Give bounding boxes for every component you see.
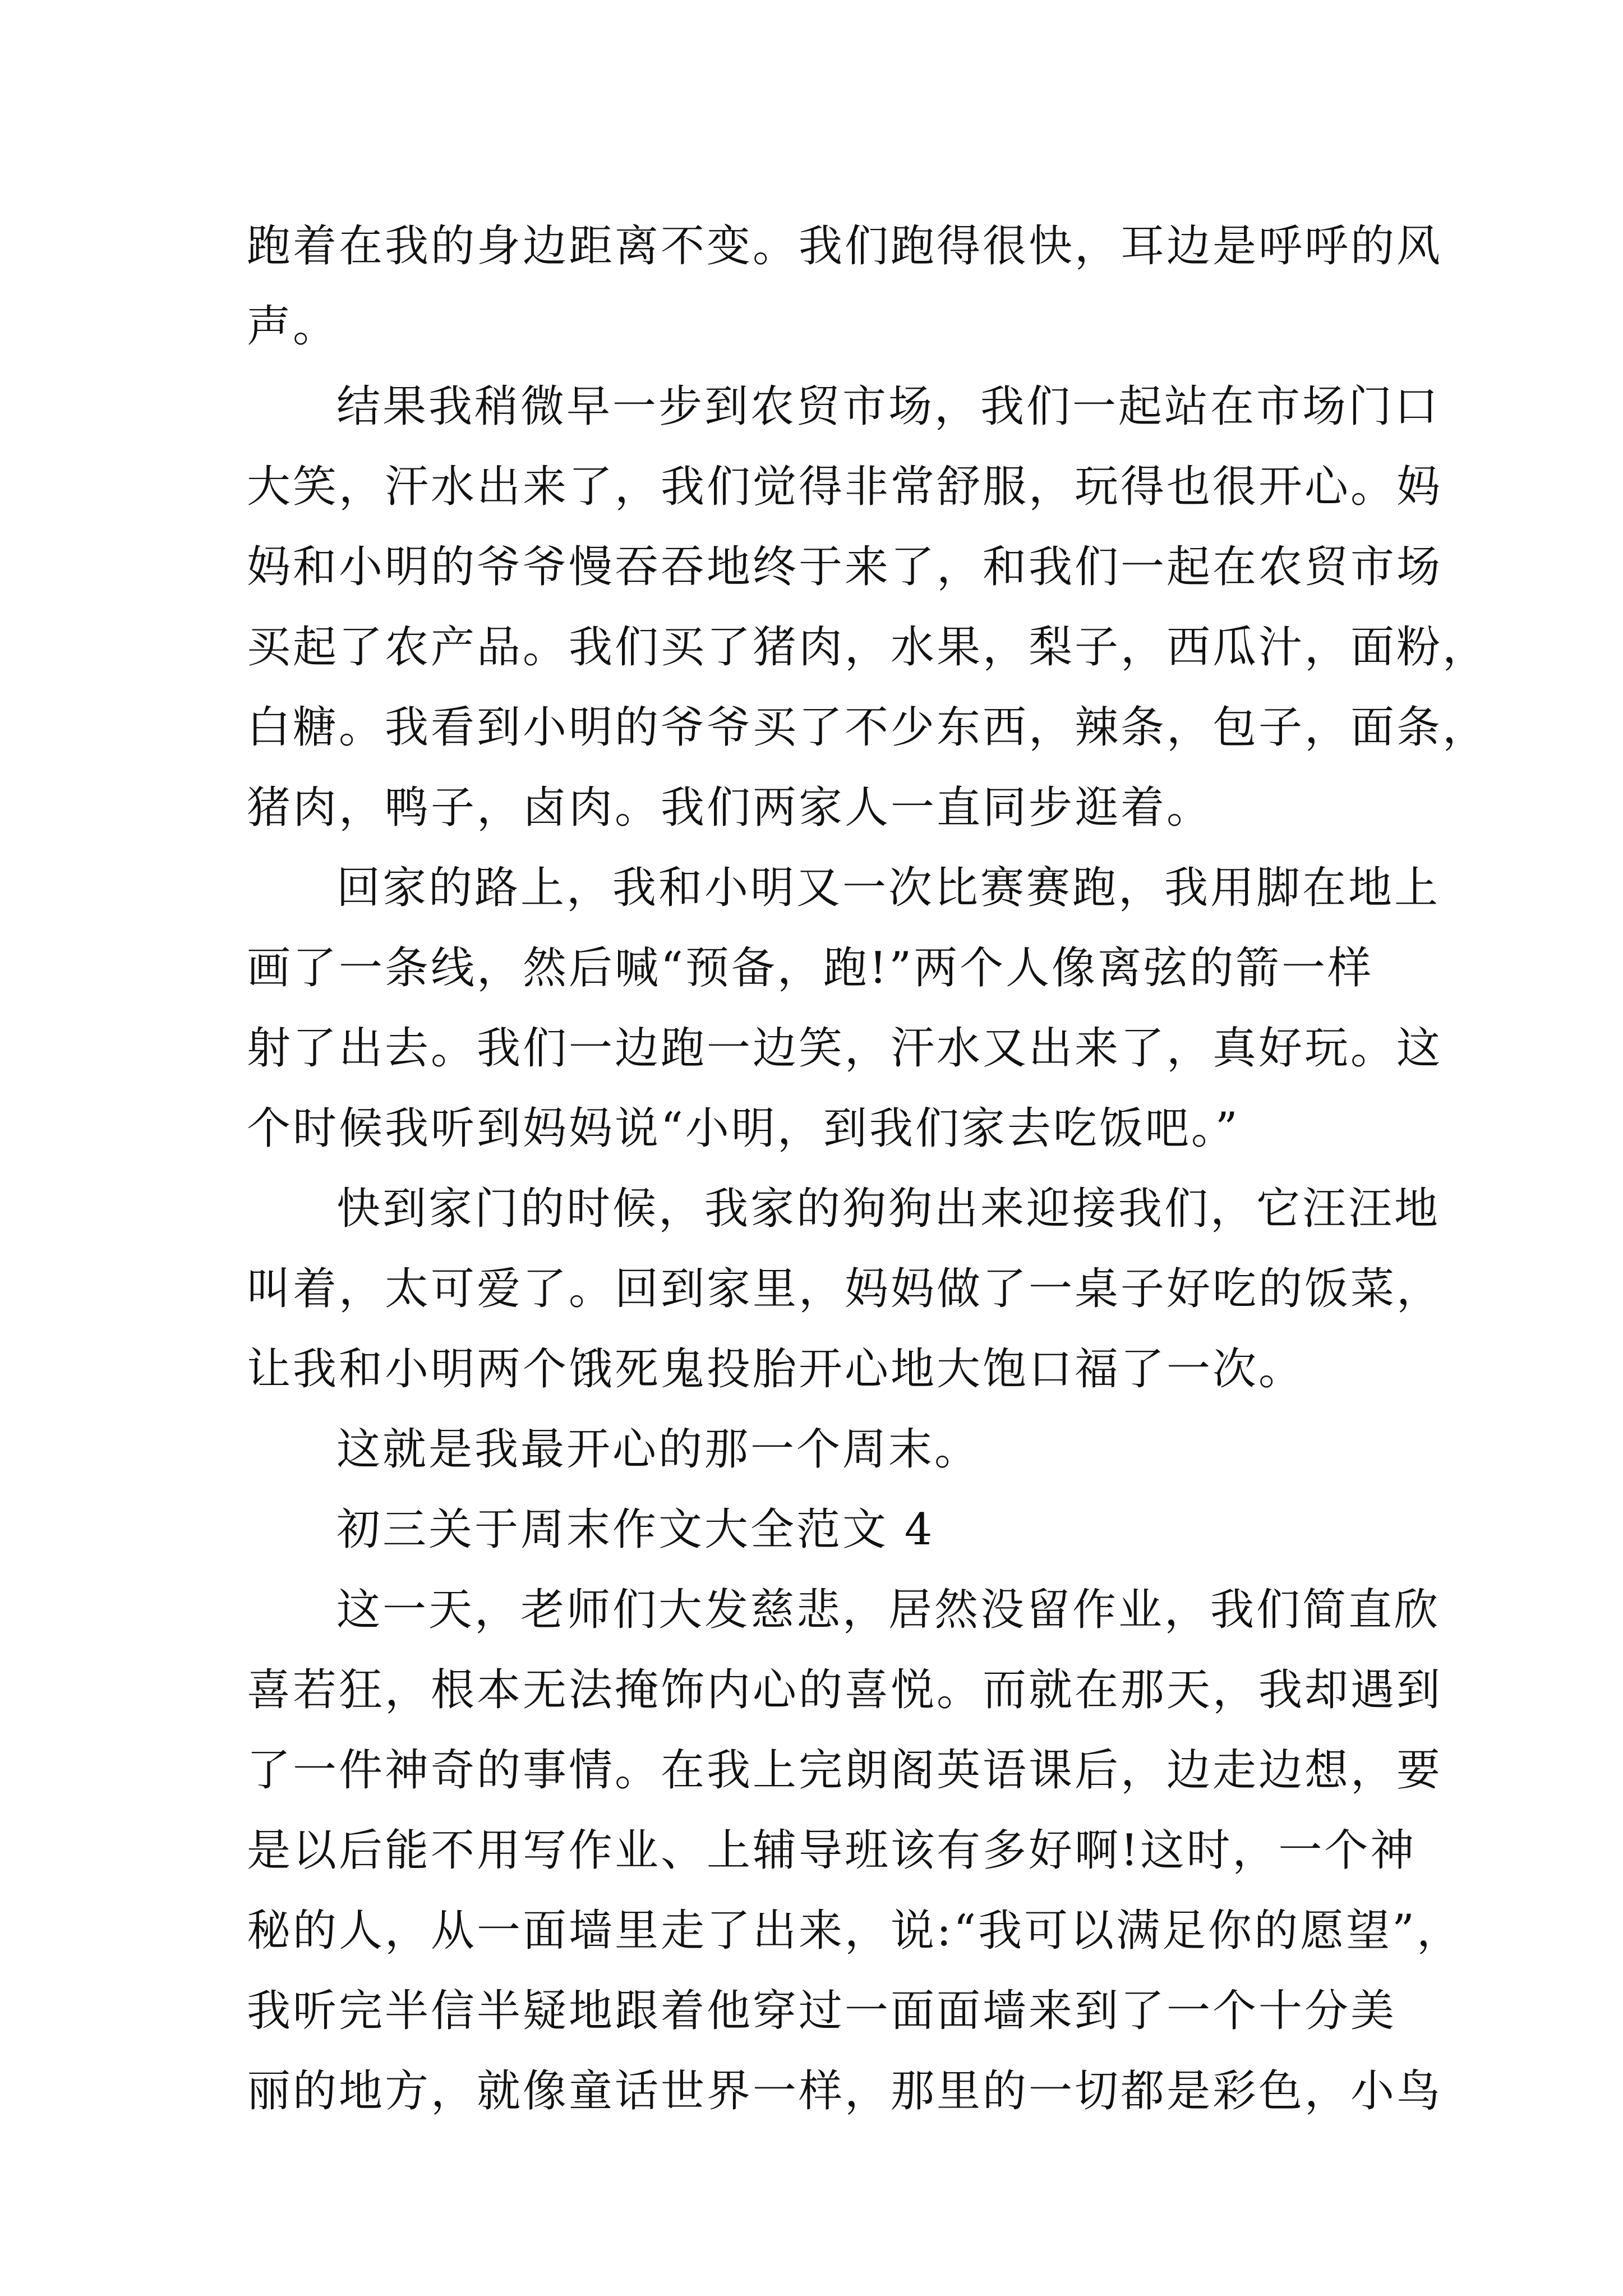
text-line: 我听完半信半疑地跟着他穿过一面面墙来到了一个十分美 (247, 1986, 1397, 2036)
text-line: 让我和小明两个饿死鬼投胎开心地大饱口福了一次。 (247, 1344, 1305, 1395)
text-line: 猪肉，鸭子，卤肉。我们两家人一直同步逛着。 (247, 783, 1213, 833)
text-line: 丽的地方，就像童话世界一样，那里的一切都是彩色，小鸟 (247, 2066, 1443, 2116)
text-line: 结果我稍微早一步到农贸市场，我们一起站在市场门口 (336, 381, 1441, 432)
text-line: 这就是我最开心的那一个周末。 (336, 1424, 981, 1475)
section-heading: 初三关于周末作文大全范文 4 (336, 1504, 935, 1555)
text-line: 声。 (247, 301, 339, 352)
text-line: 叫着，太可爱了。回到家里，妈妈做了一桌子好吃的饭菜， (247, 1264, 1443, 1314)
text-line: 了一件神奇的事情。在我上完朗阁英语课后，边走边想，要 (247, 1745, 1443, 1796)
text-line: 这一天，老师们大发慈悲，居然没留作业，我们简直欣 (336, 1585, 1441, 1635)
text-line: 快到家门的时候，我家的狗狗出来迎接我们，它汪汪地 (336, 1184, 1441, 1234)
body-text (247, 206, 1489, 2132)
text-line: 回家的路上，我和小明又一次比赛赛跑，我用脚在地上 (336, 863, 1441, 913)
text-line: 画了一条线，然后喊“预备，跑!”两个人像离弦的箭一样 (247, 943, 1374, 993)
text-line: 买起了农产品。我们买了猪肉，水果，梨子，西瓜汁，面粉， (247, 622, 1489, 673)
text-line: 射了出去。我们一边跑一边笑，汗水又出来了，真好玩。这 (247, 1023, 1443, 1074)
text-line: 白糖。我看到小明的爷爷买了不少东西，辣条，包子，面条， (247, 702, 1489, 753)
text-line: 秘的人，从一面墙里走了出来，说:“我可以满足你的愿望”， (247, 1906, 1463, 1956)
text-line: 妈和小明的爷爷慢吞吞地终于来了，和我们一起在农贸市场 (247, 542, 1443, 592)
text-line: 喜若狂，根本无法掩饰内心的喜悦。而就在那天，我却遇到 (247, 1665, 1443, 1715)
text-line: 跑着在我的身边距离不变。我们跑得很快，耳边是呼呼的风 (247, 221, 1443, 272)
text-line: 个时候我听到妈妈说“小明，到我们家去吃饭吧。” (247, 1103, 1240, 1154)
text-line: 是以后能不用写作业、上辅导班该有多好啊!这时，一个神 (247, 1825, 1417, 1876)
text-line: 大笑，汗水出来了，我们觉得非常舒服，玩得也很开心。妈 (247, 462, 1443, 512)
